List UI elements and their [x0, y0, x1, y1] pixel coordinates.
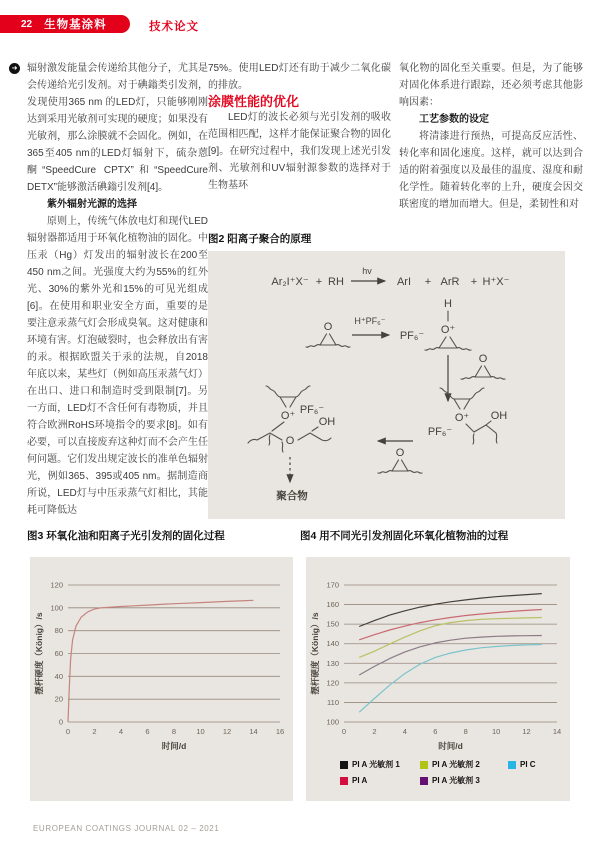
oxonium-ring [454, 399, 470, 409]
svg-text:6: 6 [145, 727, 150, 736]
column-right [399, 60, 583, 213]
svg-text:20: 20 [54, 694, 63, 704]
fig4-chart-panel [306, 557, 570, 801]
bond-squiggle [470, 388, 484, 399]
svg-text:10: 10 [491, 727, 501, 736]
svg-text:2: 2 [372, 727, 377, 736]
legend-swatch-icon [340, 777, 348, 785]
legend-swatch-icon [340, 761, 348, 769]
formula-hx: H⁺X⁻ [482, 276, 510, 288]
svg-text:14: 14 [552, 727, 562, 736]
legend-swatch-icon [420, 761, 428, 769]
oxonium-ring [280, 397, 296, 407]
paragraph: LED灯的波长必须与光引发剂的吸收范围相匹配，这样才能保证聚合物的固化[9]。在研究过程中，我们发现上述光引发剂、光敏剂和UV辐射源参数的选择对于生物基环 [208, 112, 391, 191]
fig3-caption: 图3 环氧化油和阳离子光引发剂的固化过程 [27, 530, 225, 542]
svg-text:12: 12 [522, 727, 531, 736]
formula-rh: RH [328, 276, 344, 288]
o-plus-label: O⁺ [280, 410, 296, 422]
paragraph: 75%。使用LED灯还有助于减少二氧化碳的排放。 [208, 63, 391, 91]
svg-text:摆杆硬度（König）/s: 摆杆硬度（König）/s [34, 612, 44, 695]
fig3-chart-panel [30, 557, 293, 801]
svg-text:14: 14 [249, 727, 258, 736]
legend-item [508, 759, 566, 770]
series-line [68, 600, 254, 722]
legend-label: PI A [352, 776, 368, 785]
chain-bond [486, 425, 497, 443]
svg-text:4: 4 [118, 727, 124, 736]
continuation-arrow-icon: ➜ [9, 63, 20, 74]
bond-squiggle [457, 348, 471, 351]
bond-squiggle [296, 386, 310, 397]
chain-bond [298, 433, 331, 441]
oh-label: OH [318, 416, 336, 428]
pf6-label: PF₆⁻ [427, 426, 453, 438]
epoxide-icon [461, 353, 505, 379]
bond-squiggle [425, 348, 439, 351]
svg-text:100: 100 [326, 717, 339, 727]
bond-squiggle [473, 434, 474, 444]
bond-squiggle [269, 435, 270, 445]
bond [312, 427, 318, 431]
article-type-label: 技术论文 [149, 21, 199, 33]
svg-text:2: 2 [92, 727, 97, 736]
svg-text:160: 160 [326, 600, 339, 610]
svg-text:时间/d: 时间/d [161, 741, 187, 751]
section-heading-coating-optimization: 涂膜性能的优化 [208, 94, 300, 109]
column-left [27, 60, 208, 519]
subsection-heading-process-params: 工艺参数的设定 [419, 114, 489, 125]
legend-item [340, 775, 418, 786]
legend-label: PI A 光敏剂 3 [432, 776, 480, 785]
svg-text:130: 130 [326, 658, 339, 668]
bond-squiggle [282, 442, 283, 452]
svg-text:0: 0 [341, 727, 347, 736]
svg-text:12: 12 [222, 727, 232, 736]
svg-text:时间/d: 时间/d [438, 741, 463, 751]
series-line [359, 594, 542, 627]
legend-label: PI A 光敏剂 1 [352, 760, 400, 769]
svg-text:110: 110 [327, 697, 339, 707]
legend-swatch-icon [420, 777, 428, 785]
svg-text:6: 6 [433, 727, 438, 736]
bond-squiggle [266, 386, 280, 397]
svg-text:0: 0 [58, 717, 63, 727]
chain-bond [474, 425, 486, 432]
paragraph: 氧化物的固化至关重要。但是，为了能够对固化体系进行跟踪，还必须考虑其他影响因素： [399, 63, 583, 108]
footer-journal-line: EUROPEAN COATINGS JOURNAL 02 – 2021 [33, 824, 220, 833]
fig4-caption: 图4 用不同光引发剂固化环氧化植物油的过程 [300, 530, 509, 542]
chart-legend [340, 759, 566, 786]
svg-text:40: 40 [54, 671, 63, 681]
chemical-scheme-svg [208, 251, 565, 519]
section-title: 生物基涂料 [44, 19, 107, 31]
subsection-heading-uv-source: 紫外辐射光源的选择 [47, 199, 137, 210]
series-line [359, 618, 542, 658]
page-header-badge [0, 15, 130, 33]
legend-item [420, 759, 506, 770]
paragraph: 辐射激发能量会传递给其他分子，尤其是会传递给光引发剂。对于碘鎓类引发剂，发现使用365 nm 的LED灯，只能够刚刚达到采用光敏剂可实现的硬度；如果没有光敏剂，那么涂膜就不会固化。例如，在365至405 nm的LED灯辐射下，硫杂蒽酮“SpeedCure CPTX”和“SpeedCure DETX”能够激活碘鎓引发剂[4]。 [27, 63, 208, 193]
hv-label: hv [362, 266, 372, 276]
epoxide-icon [378, 447, 422, 473]
svg-text:8: 8 [463, 727, 468, 736]
svg-text:4: 4 [402, 727, 407, 736]
oh-label: OH [490, 410, 508, 422]
svg-text:10: 10 [196, 727, 205, 736]
hpf6-label: H⁺PF₆⁻ [354, 316, 386, 326]
pf6-label: PF₆⁻ [399, 330, 425, 342]
svg-text:80: 80 [54, 626, 63, 636]
fig2-diagram-panel [208, 251, 565, 519]
bond [272, 422, 284, 431]
svg-text:0: 0 [65, 727, 71, 736]
polymer-label: 聚合物 [276, 490, 308, 502]
legend-swatch-icon [508, 761, 516, 769]
svg-text:60: 60 [54, 649, 63, 658]
o-label: O [285, 435, 295, 447]
formula-arr: ArR [440, 276, 460, 288]
bond [466, 424, 474, 432]
svg-text:120: 120 [50, 580, 63, 590]
fig2-caption: 图2 阳离子聚合的原理 [208, 233, 312, 245]
pf6-label: PF₆⁻ [299, 404, 325, 416]
legend-label: PI A 光敏剂 2 [432, 760, 480, 769]
svg-text:120: 120 [326, 678, 339, 688]
protonated-epoxide-ring [439, 337, 457, 348]
series-line [359, 610, 542, 640]
legend-item [420, 775, 506, 786]
o-plus-label: O⁺ [454, 412, 470, 424]
svg-text:150: 150 [326, 619, 339, 629]
svg-text:8: 8 [171, 727, 177, 736]
svg-text:摆杆硬度（König）/s: 摆杆硬度（König）/s [310, 612, 320, 695]
bond-squiggle [440, 388, 454, 399]
legend-label: PI C [520, 760, 536, 769]
svg-text:170: 170 [326, 580, 339, 590]
fig3-chart-svg [30, 557, 293, 801]
epoxide-icon [306, 321, 350, 347]
svg-text:140: 140 [326, 639, 339, 649]
paragraph: 将清漆进行预热，可提高反应活性、转化率和固化速度。这样，就可以达到合适的附着强度以及最佳的温度、湿度和耐化学性。随着转化率的上升，硬度会因交联密度的增加而增大。但是，柔韧性和对 [399, 131, 583, 210]
formula-ari: ArI [396, 276, 412, 288]
chain-bond [248, 433, 282, 443]
legend-item [340, 759, 418, 770]
svg-text:100: 100 [50, 603, 63, 613]
page-number: 22 [21, 18, 33, 30]
formula-ar2ix: Ar₂I⁺X⁻ [271, 276, 309, 288]
plus-sign: + [424, 276, 432, 288]
series-line [359, 636, 542, 676]
o-plus-label: O⁺ [440, 324, 456, 336]
svg-text:16: 16 [275, 727, 285, 736]
column-middle [208, 60, 391, 194]
plus-sign: + [470, 276, 478, 288]
paragraph: 原则上，传统气体放电灯和现代LED辐射器都适用于环氧化植物油的固化。中压汞（Hg）灯发出的辐射波长在200至450 nm之间。光强度大约为55%的红外光、30%的紫外光和15%的可见光组成[6]。在使用和职业安全方面，重要的是要注意汞蒸气灯会形成臭氧。这对健康和环境有害。灯泡破裂时，也会释放出有害的汞。根据欧盟关于汞的法规，自2018年底以来，某些灯（例如高压汞蒸气灯）在出口、进口和制造时受到限制[7]。另一方面，LED灯不含任何有毒物质，并且符合欧洲RoHS环境指令的要求[8]。如有必要，可以直接废弃这种灯而不会产生任何问题。它们发出规定波长的准单色辐射光，例如365、395或405 nm。据制造商所说，LED灯与中压汞蒸气灯相比，其能耗可降低达 [27, 216, 208, 516]
plus-sign: + [315, 276, 323, 288]
h-label: H [444, 298, 452, 310]
